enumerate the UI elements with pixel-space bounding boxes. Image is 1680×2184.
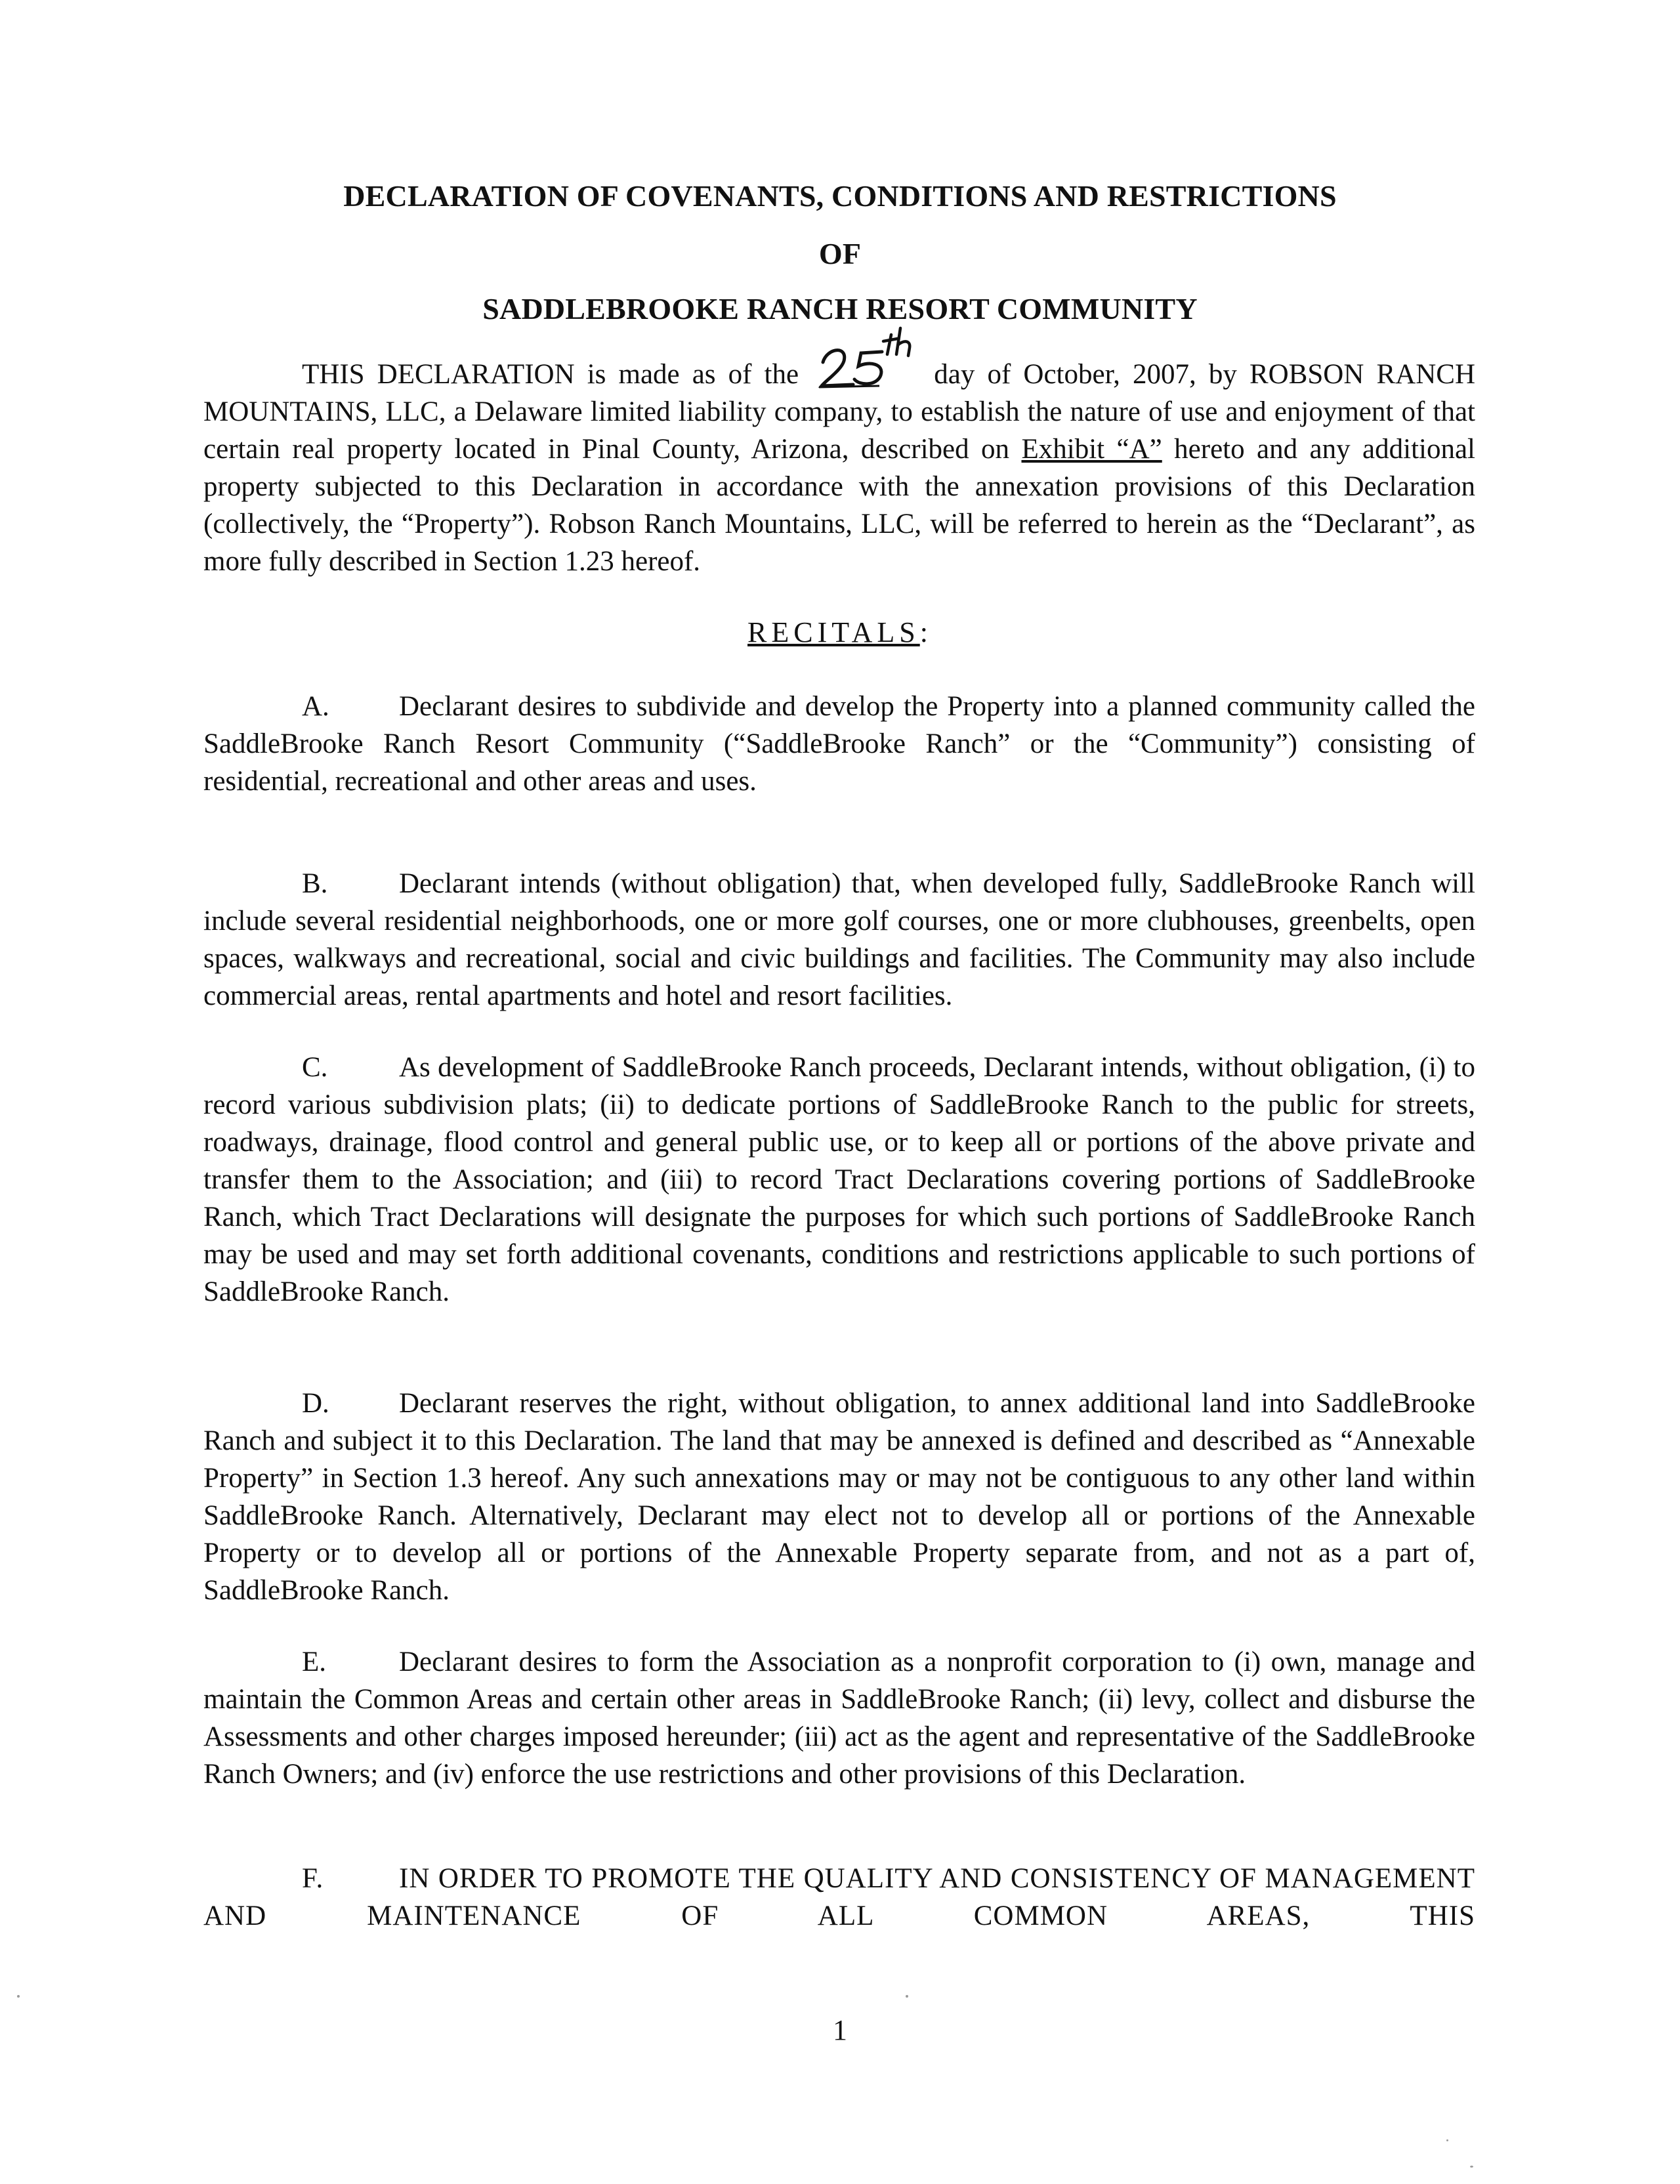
recital-text: IN ORDER TO PROMOTE THE QUALITY AND CONSISTENCY OF MANAGEMENT AND MAINTENANCE OF ALL COMMON AREAS, THIS bbox=[203, 1863, 1475, 1931]
recital-letter: F. bbox=[302, 1863, 324, 1894]
intro-paragraph bbox=[203, 354, 1475, 580]
exhibit-a-link[interactable]: Exhibit “A” bbox=[1021, 434, 1162, 465]
page-number: 1 bbox=[833, 2014, 847, 2046]
handwritten-day bbox=[814, 354, 919, 387]
recital-letter: C. bbox=[302, 1052, 328, 1083]
recital-text: Declarant desires to form the Association as a nonprofit corporation to (i) own, manage and maintain the Common Areas and certain other areas in SaddleBrooke Ranch; (ii) levy, collect and disburse the Assessments and other charges imposed hereunder; (iii) act as the agent and representative of the SaddleBrooke Ranch Owners; and (iv) enforce the use restrictions and other provisions of this Declaration. bbox=[203, 1647, 1475, 1790]
recitals-heading-colon: : bbox=[919, 616, 933, 648]
title-line-1: DECLARATION OF COVENANTS, CONDITIONS AND RESTRICTIONS bbox=[343, 179, 1337, 213]
recital-f bbox=[203, 1860, 1475, 1935]
recital-b bbox=[203, 865, 1475, 1015]
recital-text: Declarant reserves the right, without obligation, to annex additional land into SaddleBrooke Ranch and subject it to this Declaration. The land that may be annexed is defined and described as “Annexable Property” in Section 1.3 hereof. Any such annexations may or may not be contiguous to any other land within SaddleBrooke Ranch. Alternatively, Declarant may elect not to develop all or portions of the Annexable Property or to develop all or portions of the Annexable Property separate from, and not as a part of, SaddleBrooke Ranch. bbox=[203, 1388, 1475, 1606]
recital-letter: B. bbox=[302, 868, 328, 899]
scan-speck bbox=[1470, 2166, 1473, 2168]
recitals-heading bbox=[0, 616, 1680, 649]
recital-text: Declarant intends (without obligation) that, when developed fully, SaddleBrooke Ranch will include several residential neighborhoods, one or more golf courses, one or more clubhouses, greenbelts, open spaces, walkways and recreational, social and civic buildings and facilities. The Community may also include commercial areas, rental apartments and hotel and resort facilities. bbox=[203, 868, 1475, 1011]
recital-d bbox=[203, 1385, 1475, 1609]
recital-c bbox=[203, 1049, 1475, 1311]
intro-after-date: day of October, 2007, by ROBSON RANCH MOUNTAINS, LLC, a Delaware limited liability company, to establish the nature of use and enjoyment of that certain real property located in Pinal County, Arizona, described on bbox=[203, 359, 1476, 465]
title-line-3: SADDLEBROOKE RANCH RESORT COMMUNITY bbox=[482, 292, 1198, 326]
recital-letter: A. bbox=[302, 691, 329, 722]
scan-speck bbox=[17, 1995, 20, 1998]
recitals-heading-text: RECITALS bbox=[747, 616, 920, 648]
recital-text: Declarant desires to subdivide and develop the Property into a planned community called the SaddleBrooke Ranch Resort Community (“SaddleBrooke Ranch” or the “Community”) consisting of residential, recreational and other areas and uses. bbox=[203, 691, 1475, 797]
recital-letter: E. bbox=[302, 1647, 327, 1677]
scan-speck bbox=[906, 1995, 908, 1998]
recital-e bbox=[203, 1643, 1475, 1793]
recital-text: As development of SaddleBrooke Ranch proceeds, Declarant intends, without obligation, (i) to record various subdivision plats; (ii) to dedicate portions of SaddleBrooke Ranch to the public for streets, roadways, drainage, flood control and general public use, or to keep all or portions of the above private and transfer them to the Association; and (iii) to record Tract Declarations covering portions of SaddleBrooke Ranch, which Tract Declarations will designate the purposes for which such portions of SaddleBrooke Ranch may be used and may set forth additional covenants, conditions and restrictions applicable to such portions of SaddleBrooke Ranch. bbox=[203, 1052, 1475, 1307]
scan-speck bbox=[1446, 2139, 1448, 2141]
intro-after-exhibit: hereto and any additional property subjected to this Declaration in accordance with the annexation provisions of this Declaration (collectively, the “Property”). Robson Ranch Mountains, LLC, will be referred to herein as the “Declarant”, as more fully described in Section 1.23 hereof. bbox=[203, 434, 1475, 577]
handwritten-day-icon bbox=[814, 326, 919, 388]
recital-a bbox=[203, 688, 1475, 800]
title-line-2: OF bbox=[818, 237, 862, 270]
intro-before-date: THIS DECLARATION is made as of the bbox=[302, 359, 799, 390]
recital-letter: D. bbox=[302, 1388, 329, 1419]
